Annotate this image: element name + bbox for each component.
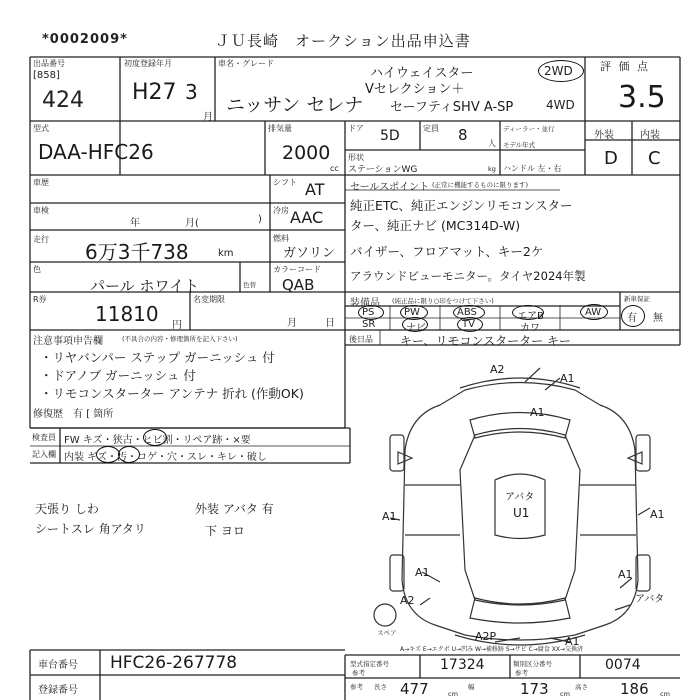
equip-tv: TV (462, 319, 475, 330)
model-value: DAA-HFC26 (38, 140, 154, 164)
lot-number: 424 (42, 88, 84, 113)
door-label: ドア (348, 124, 364, 133)
diagram-mark-front-a1: A1 (560, 372, 575, 385)
shape-value: ステーションWG (348, 165, 418, 175)
length-value: 477 (400, 680, 429, 698)
repair-history-label: 修復歴 有 [ 箇所 (33, 409, 114, 420)
notes-line3: ・リモコンスターター アンテナ 折れ (作動OK) (40, 386, 304, 401)
interior-label: 内装 (640, 130, 660, 141)
new-car-yes: 有 (627, 313, 637, 324)
inspector-circle-2 (96, 446, 120, 463)
diagram-mark-front-a2: A2 (490, 363, 505, 376)
diagram-mark-rear-a2p: A2P (475, 630, 497, 643)
diagram-mark-left-side: A1 (382, 510, 397, 523)
equip-navi-circle (402, 317, 428, 332)
sales-line3: バイザー、フロアマット、キー2ケ (350, 244, 544, 259)
inspection-month: 月( (185, 218, 199, 229)
height-label: 高さ (575, 683, 588, 691)
new-car-no: 無 (653, 313, 663, 324)
inspector-circle-1 (143, 429, 167, 446)
shape-label: 形状 (348, 153, 364, 162)
inspection-label: 車検 (33, 206, 49, 215)
sales-line1: 純正ETC、純正エンジンリモコンスター (350, 198, 573, 213)
equip-navi: ナビ (406, 323, 426, 334)
mileage-unit: km (218, 248, 234, 259)
shift-label: シフト (273, 178, 297, 187)
class-number-ref: 参考 (515, 669, 528, 677)
shift-value: AT (305, 180, 325, 199)
color-label: 色 (33, 265, 41, 274)
new-car-warranty-label: 新車保証 (624, 295, 650, 303)
equip-leather: カワ (520, 323, 540, 334)
equip-ps: PS (362, 307, 375, 318)
displacement-unit: cc (330, 164, 339, 173)
diagram-mark-hood: A1 (530, 406, 545, 419)
recycle-value: 11810 (95, 302, 159, 326)
diagram-mark-right-rear: A1 (618, 568, 633, 581)
equipment-sublabel: (純正品に限り○印をつけて下さい) (392, 297, 494, 305)
name-change-label: 名変期限 (193, 295, 225, 304)
class-number-label: 類別区分番号 (513, 660, 552, 668)
equip-ps-circle (358, 305, 384, 320)
model-label: 型式 (33, 124, 49, 133)
inspector-note2: シートスレ 角アタリ (35, 522, 146, 536)
car-grade-line1: ハイウェイスター (370, 66, 474, 81)
equip-airbag: エアB (517, 311, 544, 322)
inspector-note1: 天張り しわ (35, 502, 99, 516)
equip-abs: ABS (457, 307, 477, 318)
fuel-value: ガソリン (283, 246, 336, 261)
aftermarket-label: 後日品 (349, 335, 373, 344)
equip-airbag-circle (512, 305, 544, 320)
registration-era: H27 (132, 80, 177, 105)
inspector-label2: 記入欄 (32, 450, 56, 459)
notes-line1: ・リヤバンパー ステップ ガーニッシュ 付 (40, 350, 275, 365)
diagram-mark-left-bumper: A2 (400, 594, 415, 607)
displacement-value: 2000 (282, 142, 331, 164)
door-value: 5D (380, 128, 400, 144)
length-label: 長さ (374, 683, 387, 691)
sales-line4: アラウンドビューモニター。タイヤ2024年製 (350, 269, 586, 283)
sales-line2: ター、純正ナビ (MC314D-W) (350, 218, 521, 233)
ac-value: AAC (290, 208, 324, 227)
weight-unit: kg (488, 165, 496, 173)
inspection-close: ) (258, 214, 262, 225)
equip-tv-circle (457, 317, 483, 332)
aftermarket-value: キー、リモコンスターター キー (400, 334, 571, 348)
type-number-label: 型式指定番号 (350, 660, 389, 668)
name-change-day: 日 (325, 318, 335, 329)
inspector-note4: 下 ヨロ (205, 524, 245, 538)
registration-label: 初度登録年月 (124, 59, 172, 68)
sales-label: セールスポイント (350, 182, 430, 193)
form-title: ＪＵ長崎 オークション出品申込書 (215, 32, 471, 50)
car-name: ニッサン セレナ (226, 94, 364, 116)
spare-tire-icon (374, 604, 396, 626)
notes-label: 注意事項申告欄 (33, 336, 103, 347)
color-code-label: カラーコード (273, 265, 321, 274)
car-grade-line2: Vセレクション＋ (365, 82, 465, 97)
name-change-month: 月 (287, 318, 297, 329)
inspector-row1: FW キズ・狭古・ヒビ割・リペア跡・×要 (64, 435, 251, 446)
diagram-roof-mark: U1 (513, 506, 530, 520)
car-grade-line3: セーフティSHV A-SP (390, 100, 514, 115)
drive-circle-mark (538, 60, 584, 82)
diagram-roof-label: アバタ (505, 492, 535, 503)
registration-month-unit: 月 (203, 112, 213, 123)
mileage-label: 走行 (33, 235, 49, 244)
recycle-yen: 円 (172, 320, 182, 331)
ac-label: 冷房 (273, 206, 289, 215)
capacity-value: 8 (458, 126, 468, 144)
equip-aw-circle (580, 304, 608, 320)
width-unit: cm (560, 690, 570, 698)
drive-2wd: 2WD (544, 64, 573, 78)
equip-sr: SR (362, 319, 376, 330)
type-number-ref: 参考 (352, 669, 365, 677)
equipment-label: 装備品 (350, 298, 380, 309)
inspector-label1: 検査員 (32, 433, 56, 442)
color-value: パール ホワイト (90, 277, 200, 295)
recycle-label: R券 (33, 295, 47, 304)
equip-aw: AW (585, 307, 602, 318)
mileage-value: 6万3千738 (85, 240, 189, 264)
interior-grade: C (648, 148, 661, 169)
sales-sublabel: (正常に機能するものに限ります) (432, 181, 529, 189)
dealer-label: ディーラー・並行 (503, 125, 555, 133)
diagram-mark-left-rear: A1 (415, 566, 430, 579)
model-year-label: モデル年式 (503, 141, 536, 149)
diagram-mark-rear-a1: A1 (565, 635, 580, 648)
inspection-year: 年 (130, 218, 140, 229)
lot-subcode: [858] (33, 70, 60, 81)
handle-label: ハンドル 左・右 (503, 164, 562, 173)
car-name-label: 車名・グレード (218, 59, 274, 68)
lot-label: 出品番号 (33, 59, 65, 68)
height-value: 186 (620, 680, 649, 698)
score-value: 3.5 (618, 80, 666, 115)
notes-line2: ・ドアノブ ガーニッシュ 付 (40, 368, 196, 383)
inspector-note3: 外装 アバタ 有 (195, 502, 274, 516)
registration-month: 3 (185, 80, 198, 104)
capacity-label: 定員 (423, 124, 439, 133)
color-code-value: QAB (282, 276, 315, 294)
exterior-grade: D (604, 148, 618, 169)
spare-label: スペア (377, 629, 397, 637)
inspector-circle-3 (118, 446, 140, 463)
fuel-label: 燃料 (273, 234, 289, 243)
registration-number-label: 登録番号 (38, 685, 78, 696)
equip-pw: PW (404, 307, 420, 318)
damage-legend: A→キズ E→エクボ U→凹み W→補修跡 S→サビ C→腐食 XX→交換済 (400, 646, 583, 653)
drive-4wd: 4WD (546, 98, 575, 112)
length-ref: 参考 (350, 683, 363, 691)
displacement-label: 排気量 (268, 124, 292, 133)
chassis-label: 車台番号 (38, 660, 78, 671)
class-number-value: 0074 (605, 657, 641, 673)
diagram-mark-right-side: A1 (650, 508, 665, 521)
score-label: 評 価 点 (600, 60, 650, 73)
height-unit: cm (660, 690, 670, 698)
form-serial: *0002009* (42, 32, 128, 47)
notes-sublabel: (不具合の内容・修理箇所を記入下さい) (122, 335, 238, 343)
history-label: 車歴 (33, 178, 49, 187)
width-label: 幅 (468, 683, 475, 691)
chassis-value: HFC26-267778 (110, 653, 238, 673)
color-change-label: 色替 (243, 281, 256, 289)
width-value: 173 (520, 680, 549, 698)
diagram-right-note: アバタ (635, 594, 665, 605)
car-damage-diagram (370, 360, 690, 655)
capacity-unit: 人 (488, 139, 496, 148)
new-car-yes-circle (621, 305, 645, 327)
type-number-value: 17324 (440, 657, 485, 673)
length-unit: cm (448, 690, 458, 698)
inspector-row2: 内装 ギズ・汚・コゲ・穴・スレ・キレ・破し (64, 452, 267, 463)
exterior-label: 外装 (594, 130, 614, 141)
